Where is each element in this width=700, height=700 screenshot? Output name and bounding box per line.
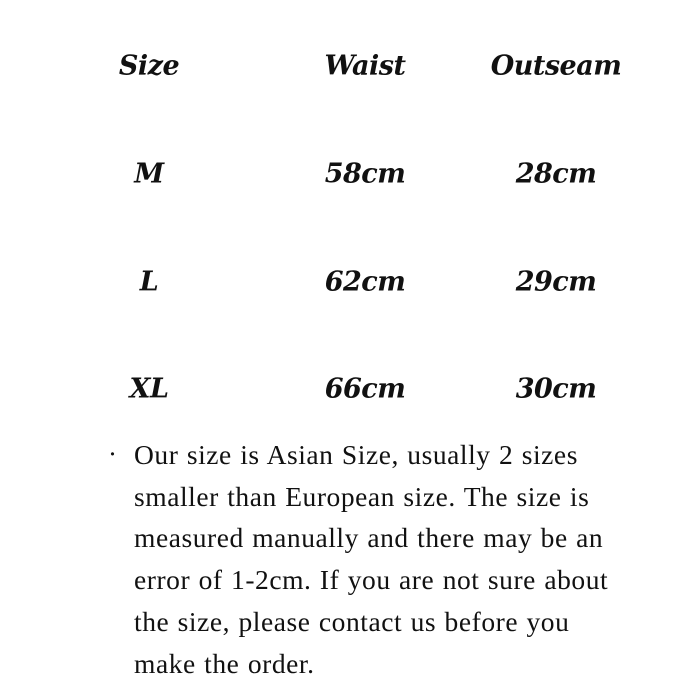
- row-l-outseam: 29cm: [515, 266, 597, 298]
- row-m-outseam: 28cm: [515, 158, 597, 190]
- header-waist: Waist: [324, 50, 406, 82]
- row-xl-size: XL: [129, 373, 169, 405]
- row-l-waist: 62cm: [324, 266, 406, 298]
- size-note-text: Our size is Asian Size, usually 2 sizes smaller than European size. The size is measured manually and there may be an error of 1-2cm. If you are not sure about the size, please contact us before you make the order.: [134, 439, 609, 679]
- row-l-size: L: [139, 266, 159, 298]
- header-outseam: Outseam: [490, 50, 622, 82]
- row-xl-outseam: 30cm: [515, 373, 597, 405]
- row-m-size: M: [134, 158, 164, 190]
- bullet-icon: ·: [108, 439, 117, 469]
- row-m-waist: 58cm: [324, 158, 406, 190]
- header-size: Size: [118, 50, 180, 82]
- row-xl-waist: 66cm: [324, 373, 406, 405]
- size-note: [108, 434, 628, 684]
